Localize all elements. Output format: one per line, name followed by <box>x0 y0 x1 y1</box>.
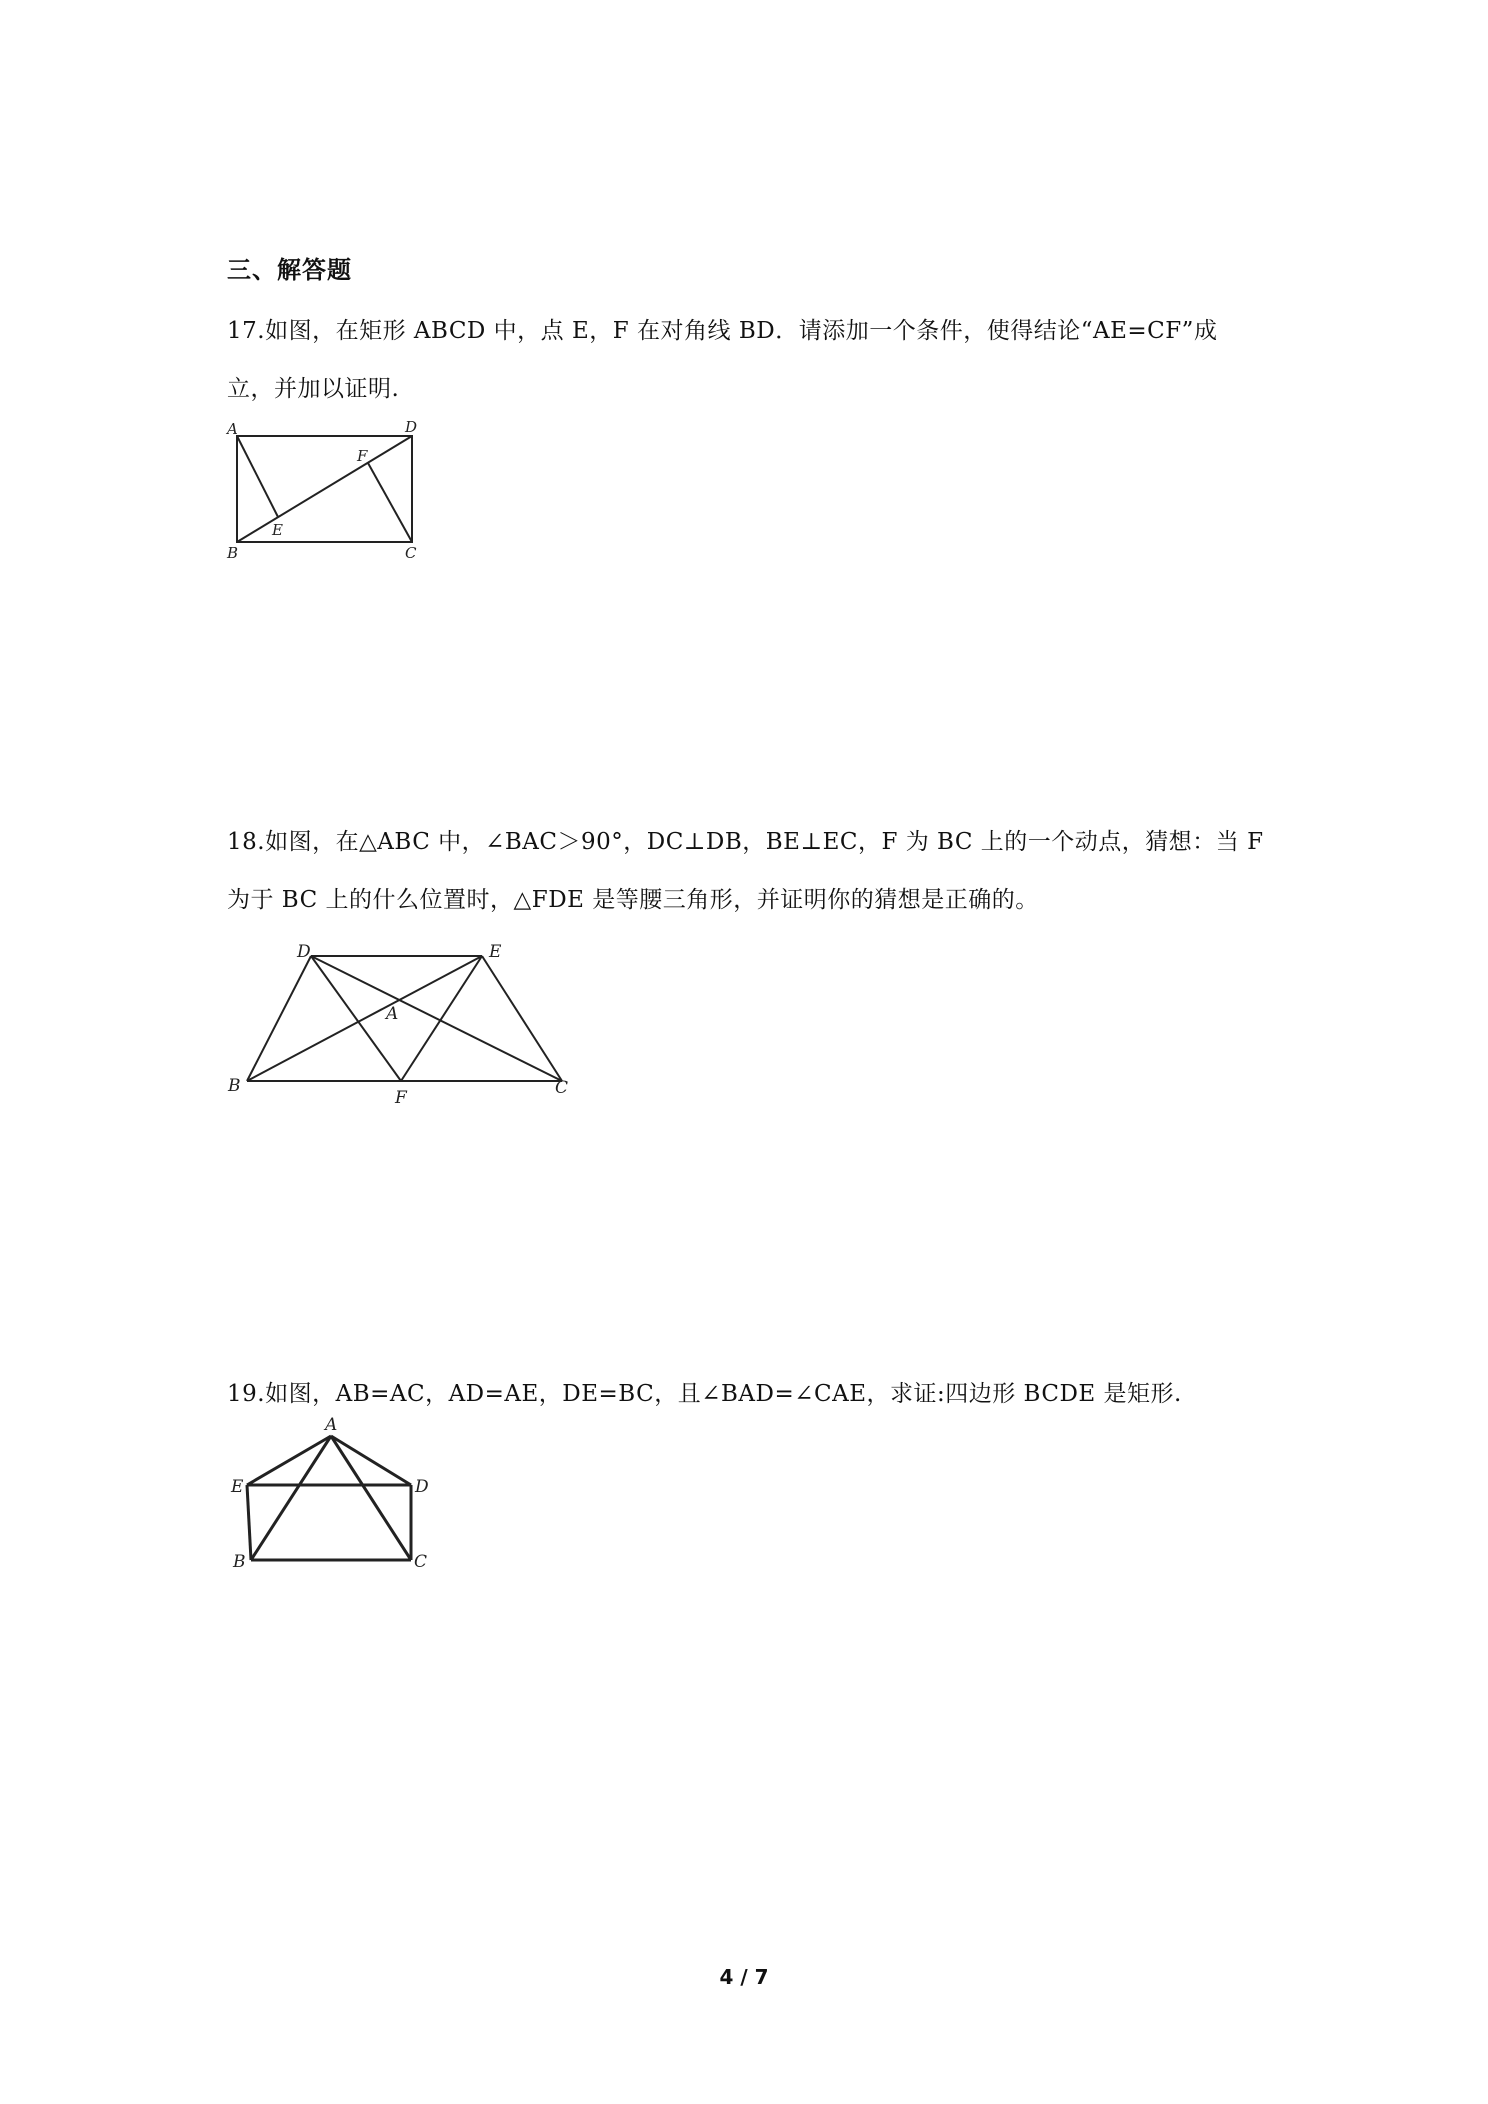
question-19-line-1: 19.如图，AB=AC，AD=AE，DE=BC，且∠BAD=∠CAE，求证:四边形 BCDE 是矩形. <box>227 1381 1182 1407</box>
segment-cf <box>368 463 412 542</box>
segment-ae <box>237 436 278 517</box>
label-f: F <box>357 447 368 465</box>
label-a: A <box>386 1004 399 1024</box>
label-c: C <box>405 544 417 562</box>
label-d: D <box>405 418 418 436</box>
question-17-line-1: 17.如图，在矩形 ABCD 中，点 E，F 在对角线 BD．请添加一个条件，使得结论“AE=CF”成 <box>227 318 1218 344</box>
label-e: E <box>489 942 502 962</box>
label-e: E <box>272 521 283 539</box>
segment-ec <box>482 956 562 1081</box>
section-title: 三、解答题 <box>227 256 352 284</box>
segment-eb <box>247 1485 251 1560</box>
segment-bd <box>247 956 311 1081</box>
question-17-figure <box>225 415 425 565</box>
segment-ab <box>251 1436 331 1560</box>
segment-ac <box>331 1436 411 1560</box>
label-d: D <box>297 942 311 962</box>
label-b: B <box>228 1076 241 1096</box>
page-number: 4 / 7 <box>719 1965 769 1989</box>
label-b: B <box>233 1552 246 1572</box>
question-17-line-2: 立，并加以证明. <box>227 376 400 402</box>
segment-dc <box>311 956 562 1081</box>
question-18-figure <box>225 935 585 1110</box>
label-f: F <box>395 1088 407 1108</box>
question-19-figure <box>225 1412 435 1572</box>
segment-ad <box>331 1436 411 1485</box>
label-b: B <box>227 544 239 562</box>
segment-ef <box>401 956 482 1081</box>
question-18-line-2: 为于 BC 上的什么位置时，△FDE 是等腰三角形，并证明你的猜想是正确的。 <box>227 887 1039 913</box>
label-a: A <box>227 420 238 438</box>
label-a: A <box>325 1415 338 1435</box>
label-d: D <box>415 1477 429 1497</box>
segment-be <box>247 956 482 1081</box>
label-c: C <box>414 1552 428 1572</box>
question-18-line-1: 18.如图，在△ABC 中，∠BAC＞90°，DC⊥DB，BE⊥EC，F 为 BC 上的一个动点，猜想：当 F <box>227 829 1264 855</box>
label-e: E <box>231 1477 244 1497</box>
segment-ae <box>247 1436 331 1485</box>
label-c: C <box>555 1078 569 1098</box>
